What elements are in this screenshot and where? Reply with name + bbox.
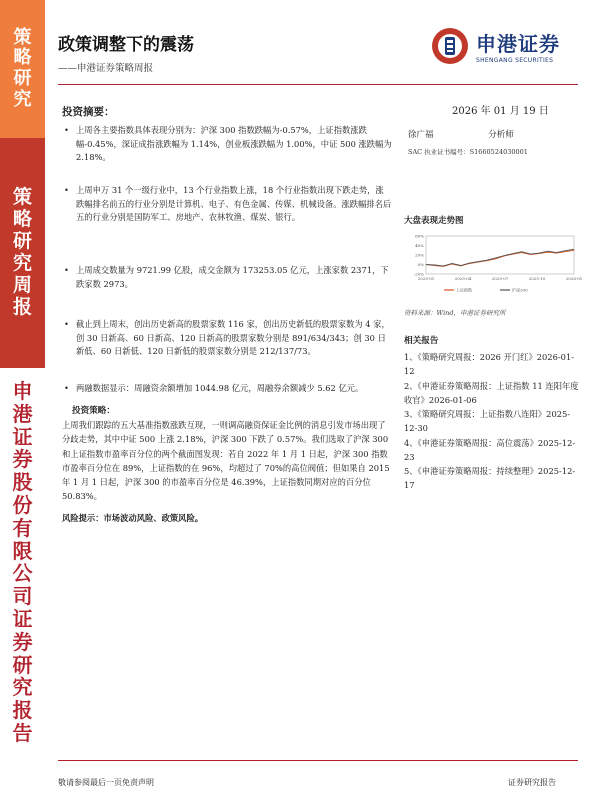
sidebar-char: 证 bbox=[12, 424, 33, 449]
strategy-text: 上周我们跟踪的五大基准指数涨跌互现，一则调高融资保证金比例的消息引发市场出现了分歧走势，其中中证 500 上涨 2.18%，沪深 300 下跌了 0.57%。我们选取了沪深 300 和上证指数市盈率百分位的两个截面图发现：若自 2022 年 1 月 1 日起，沪深 300 指数市盈率百分位在 89%，上证指数的在 96%，均超过了 70%的高位阀值；但如果自 2015 年 1 月 1 日起，沪深 300 的市盈率百分位是 46.39%，上证指数同期对应的百分位 50.83%。 bbox=[62, 420, 390, 502]
sidebar-char: 周 bbox=[12, 273, 32, 296]
related-report-item[interactable]: 5、《申港证券策略周报：持续整理》2025-12-17 bbox=[404, 466, 576, 491]
chart-x-tick-label: 2026-01 bbox=[565, 276, 583, 281]
chart-source: 资料来源：Wind，申港证券研究所 bbox=[404, 309, 506, 317]
risk-warning: 风险提示：市场波动风险、政策风险。 bbox=[62, 513, 204, 523]
sidebar-char: 研 bbox=[13, 68, 32, 89]
sidebar-char: 策 bbox=[12, 186, 32, 209]
analyst-line bbox=[408, 128, 514, 140]
strategy-heading: 投资策略： bbox=[72, 406, 115, 416]
sidebar-char: 研 bbox=[12, 230, 32, 253]
sidebar-char: 申 bbox=[12, 379, 33, 403]
sidebar-char: 司 bbox=[12, 584, 33, 609]
logo-text-cn: 申港证券 bbox=[476, 32, 560, 56]
related-report-item[interactable]: 3、《策略研究周报：上证指数八连阳》2025-12-30 bbox=[404, 409, 571, 434]
abstract-heading: 投资摘要： bbox=[62, 106, 115, 118]
abstract-bullet: • 上周各主要指数具体表现分别为：沪深 300 指数跌幅为-0.57%，上证指数涨跌幅-0.45%，深证成指涨跌幅为 1.14%，创业板涨跌幅为 1.00%，中证 500 涨跌幅为 2.18%。 bbox=[62, 124, 392, 165]
sidebar-char: 略 bbox=[12, 208, 32, 231]
sidebar-char: 报 bbox=[12, 295, 32, 318]
sidebar-char: 究 bbox=[12, 675, 33, 700]
chart-y-tick-label: 40% bbox=[415, 243, 424, 248]
related-report-item[interactable]: 4、《申港证券策略周报：高位震荡》2025-12-23 bbox=[404, 437, 576, 462]
related-reports bbox=[404, 350, 580, 493]
abstract-bullet: • 两融数据显示：周融资余额增加 1044.98 亿元，周融券余额减少 5.62 亿元。 bbox=[62, 382, 363, 396]
company-logo bbox=[430, 26, 560, 66]
logo-text-en: SHENGANG SECURITIES bbox=[476, 57, 554, 64]
related-report-item[interactable]: 2、《申港证券策略周报：上证指数 11 连阳年度收官》2026-01-06 bbox=[404, 380, 579, 405]
chart-series-line bbox=[426, 250, 574, 266]
sidebar-char: 有 bbox=[12, 515, 33, 540]
abstract-bullet: • 上周申万 31 个一级行业中，13 个行业指数上涨，18 个行业指数出现下跌走势，涨跌幅排名前五的行业分别是计算机、电子、有色金属、传媒、机械设备。涨跌幅排名后五的行业分别是国防军工、房地产、农林牧渔、煤炭、银行。 bbox=[62, 184, 392, 225]
footer-doc-type: 证券研究报告 bbox=[508, 778, 556, 787]
sidebar-char: 究 bbox=[12, 252, 32, 274]
sidebar-char: 份 bbox=[12, 492, 33, 517]
chart-y-tick-label: 60% bbox=[415, 233, 424, 239]
chart-frame bbox=[426, 236, 574, 274]
chart-y-tick-label: 20% bbox=[415, 252, 424, 258]
sidebar-char: 券 bbox=[12, 629, 33, 654]
sidebar-char: 究 bbox=[13, 88, 32, 110]
analyst-role: 分析师 bbox=[488, 130, 514, 140]
chart-y-tick-label: -20% bbox=[413, 271, 424, 277]
sidebar-char: 公 bbox=[12, 561, 33, 586]
sidebar-char: 策 bbox=[13, 26, 32, 48]
sidebar-char: 证 bbox=[12, 606, 33, 631]
sidebar-char: 股 bbox=[12, 470, 33, 495]
analyst-cert: SAC 执业证书编号：S1660524030001 bbox=[408, 148, 528, 156]
sidebar-strategy-research bbox=[0, 0, 45, 138]
footer-disclaimer: 敬请参阅最后一页免责声明 bbox=[58, 778, 154, 787]
logo-mark-icon bbox=[430, 26, 470, 66]
sidebar-char: 略 bbox=[13, 47, 32, 69]
related-report-item[interactable]: 1、《策略研究周报：2026 开门红》2026-01-12 bbox=[404, 352, 575, 377]
sidebar-char: 报 bbox=[12, 698, 33, 723]
report-title: 政策调整下的震荡 bbox=[58, 35, 194, 55]
sidebar-char: 研 bbox=[12, 652, 33, 677]
sidebar-char: 港 bbox=[12, 401, 33, 426]
chart-heading: 大盘表现走势图 bbox=[404, 216, 464, 226]
footer-divider bbox=[58, 760, 578, 761]
report-subtitle: ——申港证券策略周报 bbox=[58, 63, 154, 74]
chart-legend-label: 上证指数 bbox=[456, 287, 472, 293]
sidebar-company-label bbox=[0, 368, 45, 812]
chart-x-tick-label: 2025-07 bbox=[491, 276, 509, 281]
sidebar bbox=[0, 0, 45, 800]
sidebar-char: 告 bbox=[12, 720, 33, 745]
market-trend-chart bbox=[404, 230, 583, 300]
chart-x-tick-label: 2025-01 bbox=[417, 276, 435, 281]
chart-x-tick-label: 2025-04 bbox=[454, 276, 472, 281]
sidebar-char: 券 bbox=[12, 447, 33, 472]
sidebar-weekly-report bbox=[0, 138, 45, 368]
abstract-bullet: • 截止到上周末，创出历史新高的股票家数 116 家，创出历史新低的股票家数为 4 家，创 30 日新高、60 日新高、120 日新高的股票家数分别是 891/634/343；创 30 日新低、60 日新低、120 日新低的股票家数分别是 212/137/73。 bbox=[62, 318, 392, 359]
related-heading: 相关报告 bbox=[404, 336, 439, 346]
chart-legend-label: 沪深300 bbox=[512, 287, 528, 293]
chart-x-tick-label: 2025-10 bbox=[528, 276, 546, 281]
report-date: 2026 年 01 月 19 日 bbox=[452, 106, 549, 117]
abstract-bullet: • 上周成交数量为 9721.99 亿股，成交金额为 173253.05 亿元，上涨家数 2371，下跌家数 2973。 bbox=[62, 264, 392, 291]
sidebar-char: 限 bbox=[12, 538, 33, 563]
chart-y-tick-label: 0% bbox=[417, 262, 424, 267]
analyst-name: 徐广福 bbox=[408, 130, 434, 140]
header-divider bbox=[58, 84, 578, 85]
